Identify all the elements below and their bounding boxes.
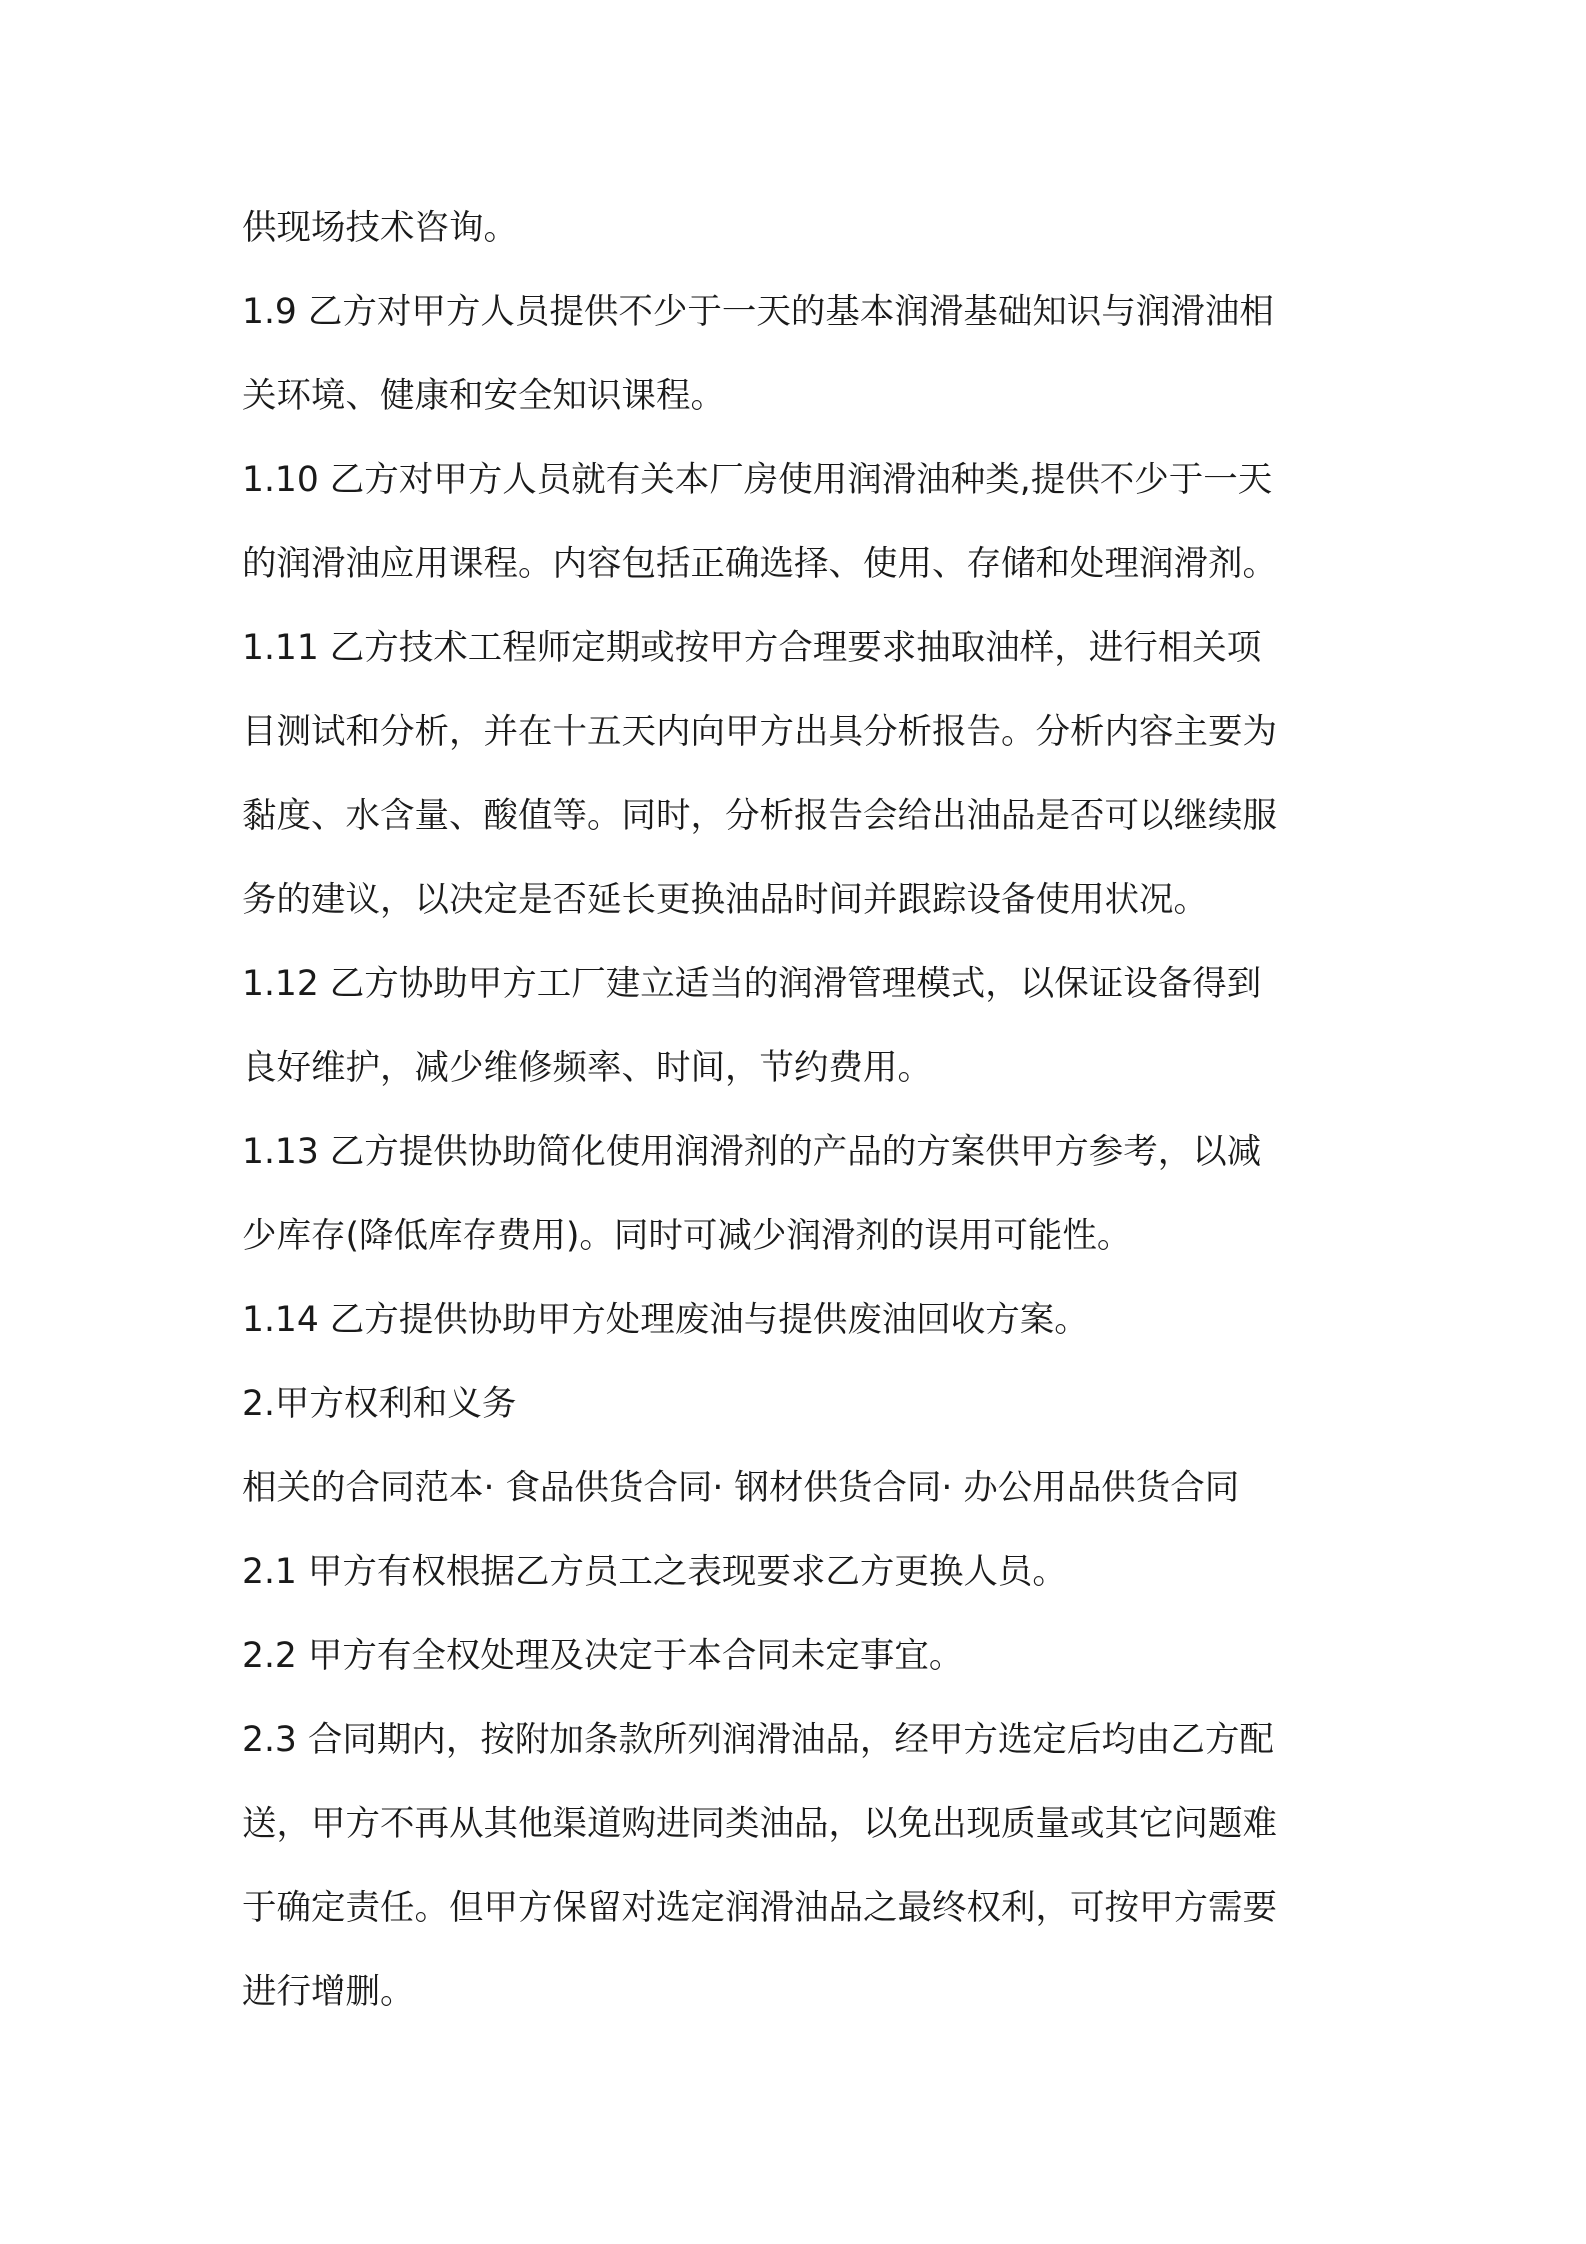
- text-line: 1.9 乙方对甲方人员提供不少于一天的基本润滑基础知识与润滑油相: [242, 292, 1274, 332]
- text-line: 目测试和分析，并在十五天内向甲方出具分析报告。分析内容主要为: [242, 712, 1277, 752]
- text-line: 送，甲方不再从其他渠道购进同类油品，以免出现质量或其它问题难: [242, 1804, 1277, 1844]
- text-line: 2.2 甲方有全权处理及决定于本合同未定事宜。: [242, 1636, 964, 1676]
- text-line: 2.1 甲方有权根据乙方员工之表现要求乙方更换人员。: [242, 1552, 1067, 1592]
- document-page: [242, 198, 1362, 2046]
- text-line: 进行增删。: [242, 1972, 415, 2012]
- text-line: 于确定责任。但甲方保留对选定润滑油品之最终权利，可按甲方需要: [242, 1888, 1277, 1928]
- section-heading: 2.甲方权利和义务: [242, 1384, 517, 1424]
- text-line: 务的建议，以决定是否延长更换油品时间并跟踪设备使用状况。: [242, 880, 1208, 920]
- text-line: 1.14 乙方提供协助甲方处理废油与提供废油回收方案。: [242, 1300, 1089, 1340]
- text-line: 供现场技术咨询。: [242, 208, 518, 248]
- text-line: 1.13 乙方提供协助简化使用润滑剂的产品的方案供甲方参考，以减: [242, 1132, 1262, 1172]
- text-line: 2.3 合同期内，按附加条款所列润滑油品，经甲方选定后均由乙方配: [242, 1720, 1274, 1760]
- text-line: 良好维护，减少维修频率、时间，节约费用。: [242, 1048, 932, 1088]
- text-line: 1.11 乙方技术工程师定期或按甲方合理要求抽取油样，进行相关项: [242, 628, 1262, 668]
- text-line: 少库存(降低库存费用)。同时可减少润滑剂的误用可能性。: [242, 1216, 1132, 1256]
- text-line: 的润滑油应用课程。内容包括正确选择、使用、存储和处理润滑剂。: [242, 544, 1277, 584]
- related-templates-line[interactable]: 相关的合同范本· 食品供货合同· 钢材供货合同· 办公用品供货合同: [242, 1468, 1240, 1508]
- text-line: 1.10 乙方对甲方人员就有关本厂房使用润滑油种类,提供不少于一天: [242, 460, 1273, 500]
- text-line: 1.12 乙方协助甲方工厂建立适当的润滑管理模式，以保证设备得到: [242, 964, 1262, 1004]
- text-line: 关环境、健康和安全知识课程。: [242, 376, 725, 416]
- text-line: 黏度、水含量、酸值等。同时，分析报告会给出油品是否可以继续服: [242, 796, 1277, 836]
